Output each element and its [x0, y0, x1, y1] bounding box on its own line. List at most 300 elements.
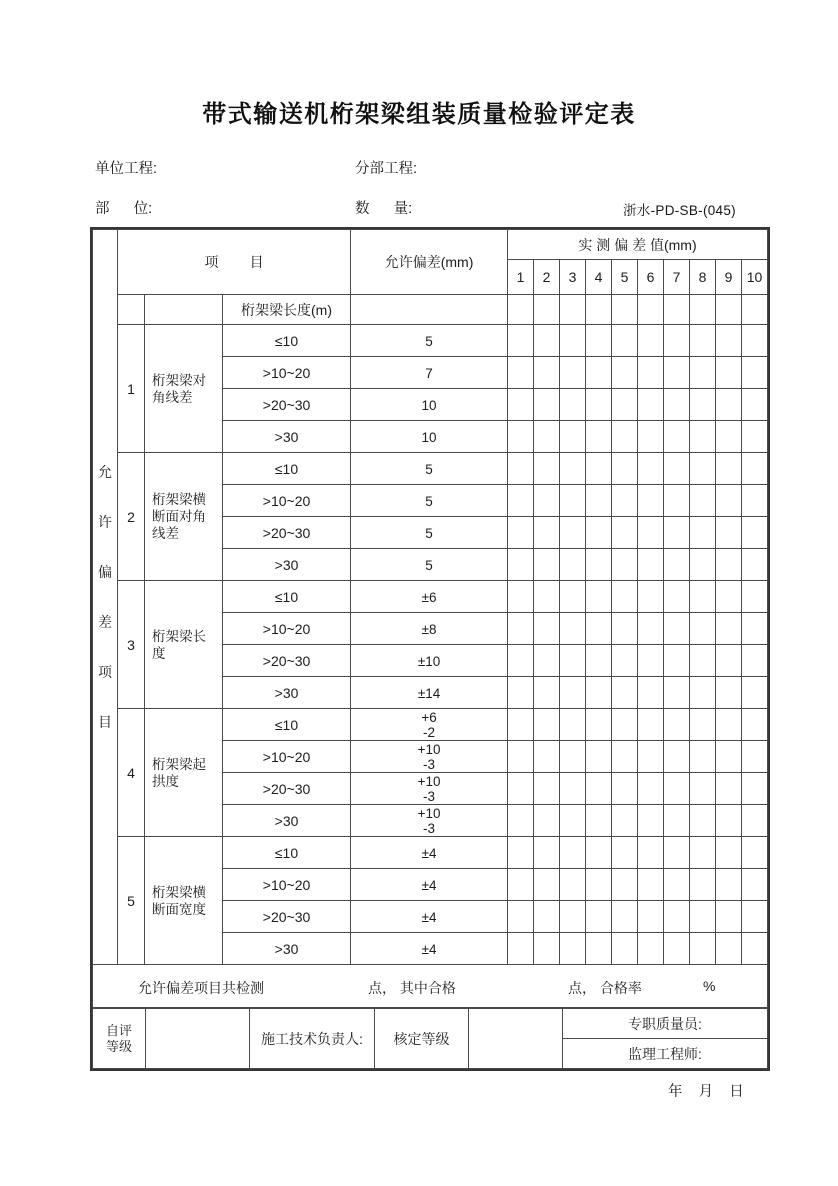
measured-cell [716, 453, 742, 485]
allowed-value-cell: 5 [351, 517, 508, 549]
measured-cell [534, 677, 560, 709]
measured-cell [742, 933, 768, 965]
measured-col-header: 3 [560, 260, 586, 295]
measured-cell [664, 869, 690, 901]
measured-cell [560, 613, 586, 645]
measured-cell [560, 517, 586, 549]
quantity-label: 数 量: [355, 201, 413, 217]
unit-project-label: 单位工程: [95, 161, 158, 177]
part-label: 部 位: [95, 201, 153, 217]
allowed-value-cell: 7 [351, 357, 508, 389]
measured-cell [716, 295, 742, 325]
allowed-value-cell: 5 [351, 325, 508, 357]
measured-cell [742, 357, 768, 389]
measured-cell [586, 613, 612, 645]
measured-cell [638, 549, 664, 581]
measured-cell [586, 837, 612, 869]
measured-cell [508, 933, 534, 965]
inspection-table-frame [90, 227, 770, 1071]
measured-cell [534, 837, 560, 869]
allowed-value-cell: 5 [351, 549, 508, 581]
measured-cell [508, 325, 534, 357]
grade-signature-table [92, 1008, 768, 1069]
measured-cell [742, 677, 768, 709]
allowed-value-cell: ±6 [351, 581, 508, 613]
measured-cell [690, 837, 716, 869]
tech-lead-label: 施工技术负责人: [250, 1009, 375, 1069]
measured-cell [560, 295, 586, 325]
measured-cell [612, 901, 638, 933]
measured-cell [716, 645, 742, 677]
measured-cell [560, 581, 586, 613]
measured-cell [508, 549, 534, 581]
measured-cell [560, 453, 586, 485]
measured-cell [534, 645, 560, 677]
range-cell: >30 [223, 805, 351, 837]
measured-cell [560, 901, 586, 933]
empty-cell [118, 295, 145, 325]
measured-cell [664, 773, 690, 805]
measured-cell [716, 933, 742, 965]
date-line: 年 月 日 [668, 1084, 744, 1100]
measured-cell [560, 709, 586, 741]
measured-cell [664, 295, 690, 325]
measured-cell [716, 517, 742, 549]
measured-cell [560, 421, 586, 453]
measured-col-header: 5 [612, 260, 638, 295]
measured-cell [560, 677, 586, 709]
measured-cell [534, 773, 560, 805]
measured-cell [612, 389, 638, 421]
measured-cell [534, 869, 560, 901]
truss-length-header: 桁架梁长度(m) [223, 295, 351, 325]
measured-cell [664, 933, 690, 965]
measured-cell [534, 901, 560, 933]
measured-cell [612, 325, 638, 357]
measured-col-header: 6 [638, 260, 664, 295]
summary-points-pass-label: 点， 其中合格 [368, 980, 456, 996]
measured-cell [742, 389, 768, 421]
measured-cell [742, 869, 768, 901]
allowed-value-cell: 5 [351, 453, 508, 485]
measured-cell [742, 645, 768, 677]
measured-cell [690, 677, 716, 709]
measured-cell [638, 933, 664, 965]
measured-cell [690, 741, 716, 773]
measured-cell [690, 805, 716, 837]
measured-cell [664, 453, 690, 485]
measured-cell [664, 677, 690, 709]
measured-cell [560, 389, 586, 421]
allowed-value-cell: +6 -2 [351, 709, 508, 741]
measured-cell [716, 869, 742, 901]
measured-cell [560, 741, 586, 773]
item-header: 项 目 [118, 230, 351, 295]
measured-cell [690, 325, 716, 357]
measured-cell [586, 389, 612, 421]
summary-checked-label: 允许偏差项目共检测 [138, 980, 264, 996]
measured-cell [742, 517, 768, 549]
measured-cell [534, 325, 560, 357]
measured-cell [586, 581, 612, 613]
measured-cell [586, 453, 612, 485]
measured-cell [508, 773, 534, 805]
measured-cell [742, 709, 768, 741]
measured-cell [690, 485, 716, 517]
measured-cell [508, 295, 534, 325]
measured-cell [690, 581, 716, 613]
measured-cell [638, 837, 664, 869]
measured-cell [664, 741, 690, 773]
summary-pass-rate-label: 点， 合格率 [568, 980, 642, 996]
measured-cell [508, 709, 534, 741]
measured-cell [586, 677, 612, 709]
measured-cell [664, 389, 690, 421]
measured-cell [560, 485, 586, 517]
measured-col-header: 7 [664, 260, 690, 295]
measured-col-header: 10 [742, 260, 768, 295]
measured-cell [638, 421, 664, 453]
measured-cell [612, 549, 638, 581]
measured-cell [612, 869, 638, 901]
range-cell: >30 [223, 677, 351, 709]
measured-cell [716, 357, 742, 389]
measured-cell [742, 485, 768, 517]
empty-cell [145, 295, 223, 325]
measured-cell [742, 421, 768, 453]
measured-cell [508, 389, 534, 421]
measured-cell [586, 295, 612, 325]
measured-cell [638, 581, 664, 613]
measured-cell [664, 581, 690, 613]
measured-cell [664, 517, 690, 549]
group-name: 桁架梁横断面宽度 [145, 837, 223, 965]
allowed-value-cell: 5 [351, 485, 508, 517]
measured-cell [716, 677, 742, 709]
range-cell: ≤10 [223, 453, 351, 485]
allowed-value-cell: ±4 [351, 933, 508, 965]
measured-cell [508, 581, 534, 613]
allowed-value-cell: 10 [351, 421, 508, 453]
empty-cell [351, 295, 508, 325]
side-label-char: 差 [98, 614, 112, 630]
side-label-allowed-deviation-items [93, 230, 118, 965]
measured-cell [690, 453, 716, 485]
allowed-value-cell: ±4 [351, 837, 508, 869]
measured-cell [638, 805, 664, 837]
measured-cell [716, 389, 742, 421]
measured-cell [716, 901, 742, 933]
measured-cell [534, 485, 560, 517]
measured-cell [690, 773, 716, 805]
measured-cell [560, 645, 586, 677]
measured-cell [534, 709, 560, 741]
measured-cell [690, 933, 716, 965]
measured-cell [612, 837, 638, 869]
group-name: 桁架梁起拱度 [145, 709, 223, 837]
self-grade-value-cell [146, 1009, 250, 1069]
measured-cell [638, 645, 664, 677]
measured-cell [508, 453, 534, 485]
measured-cell [742, 325, 768, 357]
measured-cell [716, 485, 742, 517]
measured-cell [664, 485, 690, 517]
measured-cell [742, 837, 768, 869]
measured-cell [612, 773, 638, 805]
measured-cell [690, 421, 716, 453]
allowed-value-cell: +10 -3 [351, 805, 508, 837]
measured-cell [690, 869, 716, 901]
measured-cell [534, 517, 560, 549]
range-cell: >20~30 [223, 389, 351, 421]
allowed-value-cell: ±4 [351, 901, 508, 933]
measured-cell [560, 837, 586, 869]
measured-deviation-header: 实 测 偏 差 值(mm) [508, 230, 768, 260]
measured-cell [586, 325, 612, 357]
measured-cell [638, 325, 664, 357]
measured-cell [742, 295, 768, 325]
measured-cell [690, 709, 716, 741]
measured-cell [612, 741, 638, 773]
range-cell: >30 [223, 549, 351, 581]
measured-cell [690, 901, 716, 933]
quality-officer-label: 专职质量员: [563, 1009, 768, 1039]
range-cell: >10~20 [223, 741, 351, 773]
measured-cell [534, 295, 560, 325]
group-number: 2 [118, 453, 145, 581]
verify-grade-label: 核定等级 [375, 1009, 469, 1069]
measured-cell [716, 773, 742, 805]
group-number: 1 [118, 325, 145, 453]
range-cell: ≤10 [223, 837, 351, 869]
range-cell: ≤10 [223, 581, 351, 613]
allowed-value-cell: ±10 [351, 645, 508, 677]
measured-cell [586, 869, 612, 901]
measured-cell [586, 805, 612, 837]
measured-cell [716, 421, 742, 453]
measured-cell [716, 581, 742, 613]
measured-cell [508, 677, 534, 709]
allowed-value-cell: ±14 [351, 677, 508, 709]
measured-cell [586, 421, 612, 453]
measured-cell [664, 837, 690, 869]
measured-cell [742, 581, 768, 613]
measured-cell [586, 517, 612, 549]
group-name: 桁架梁横断面对角线差 [145, 453, 223, 581]
measured-cell [638, 485, 664, 517]
measured-cell [612, 709, 638, 741]
measured-cell [690, 613, 716, 645]
side-label-char: 项 [98, 664, 112, 680]
inspection-table [92, 229, 768, 1008]
measured-cell [586, 357, 612, 389]
allowed-value-cell: +10 -3 [351, 741, 508, 773]
measured-cell [690, 645, 716, 677]
measured-col-header: 8 [690, 260, 716, 295]
measured-cell [664, 901, 690, 933]
group-name: 桁架梁对角线差 [145, 325, 223, 453]
measured-col-header: 1 [508, 260, 534, 295]
measured-cell [612, 421, 638, 453]
range-cell: ≤10 [223, 709, 351, 741]
measured-cell [508, 645, 534, 677]
measured-cell [586, 709, 612, 741]
measured-cell [534, 421, 560, 453]
measured-cell [638, 741, 664, 773]
side-label-char: 许 [98, 514, 112, 530]
allowed-deviation-header: 允许偏差(mm) [351, 230, 508, 295]
measured-cell [716, 325, 742, 357]
measured-cell [586, 485, 612, 517]
measured-cell [638, 295, 664, 325]
range-cell: >20~30 [223, 645, 351, 677]
allowed-value-cell: 10 [351, 389, 508, 421]
range-cell: >10~20 [223, 869, 351, 901]
allowed-value-cell: +10 -3 [351, 773, 508, 805]
measured-cell [534, 805, 560, 837]
measured-cell [534, 357, 560, 389]
side-label-char: 偏 [98, 564, 112, 580]
page-title: 带式输送机桁架梁组装质量检验评定表 [202, 101, 636, 128]
measured-cell [534, 933, 560, 965]
measured-cell [586, 645, 612, 677]
measured-cell [690, 295, 716, 325]
measured-cell [560, 869, 586, 901]
measured-cell [716, 613, 742, 645]
side-label-char: 目 [98, 714, 112, 730]
measured-cell [534, 549, 560, 581]
measured-cell [508, 837, 534, 869]
measured-cell [690, 357, 716, 389]
measured-cell [586, 901, 612, 933]
measured-cell [638, 389, 664, 421]
measured-cell [586, 933, 612, 965]
measured-cell [664, 613, 690, 645]
measured-cell [612, 805, 638, 837]
measured-cell [612, 357, 638, 389]
measured-cell [586, 773, 612, 805]
measured-cell [534, 581, 560, 613]
range-cell: >30 [223, 421, 351, 453]
summary-row [93, 965, 768, 1008]
measured-cell [560, 805, 586, 837]
measured-cell [716, 741, 742, 773]
measured-cell [534, 389, 560, 421]
measured-cell [560, 773, 586, 805]
measured-cell [742, 901, 768, 933]
measured-cell [508, 517, 534, 549]
range-cell: >10~20 [223, 485, 351, 517]
range-cell: >30 [223, 933, 351, 965]
measured-cell [508, 613, 534, 645]
measured-cell [612, 933, 638, 965]
measured-cell [664, 645, 690, 677]
measured-cell [638, 773, 664, 805]
allowed-value-cell: ±4 [351, 869, 508, 901]
measured-cell [664, 421, 690, 453]
measured-cell [560, 933, 586, 965]
measured-cell [638, 613, 664, 645]
range-cell: >10~20 [223, 357, 351, 389]
measured-cell [716, 805, 742, 837]
measured-col-header: 9 [716, 260, 742, 295]
measured-cell [612, 581, 638, 613]
measured-cell [508, 485, 534, 517]
measured-cell [716, 549, 742, 581]
group-number: 3 [118, 581, 145, 709]
measured-cell [690, 549, 716, 581]
measured-cell [742, 453, 768, 485]
measured-cell [664, 805, 690, 837]
measured-cell [612, 677, 638, 709]
self-grade-label: 自评等级 [93, 1009, 146, 1069]
measured-cell [612, 517, 638, 549]
allowed-value-cell: ±8 [351, 613, 508, 645]
measured-cell [560, 325, 586, 357]
measured-cell [508, 741, 534, 773]
measured-cell [534, 453, 560, 485]
verify-grade-value-cell [469, 1009, 563, 1069]
measured-cell [716, 709, 742, 741]
measured-cell [612, 453, 638, 485]
measured-cell [664, 709, 690, 741]
form-code: 浙水-PD-SB-(045) [623, 203, 736, 218]
measured-cell [586, 549, 612, 581]
measured-cell [612, 485, 638, 517]
range-cell: >20~30 [223, 517, 351, 549]
group-name: 桁架梁长度 [145, 581, 223, 709]
measured-cell [716, 837, 742, 869]
measured-cell [560, 549, 586, 581]
range-cell: >20~30 [223, 901, 351, 933]
measured-cell [508, 869, 534, 901]
measured-cell [742, 613, 768, 645]
measured-cell [690, 517, 716, 549]
range-cell: ≤10 [223, 325, 351, 357]
measured-cell [534, 613, 560, 645]
measured-cell [742, 805, 768, 837]
measured-cell [586, 741, 612, 773]
group-number: 4 [118, 709, 145, 837]
measured-cell [664, 357, 690, 389]
summary-percent-sign: % [703, 978, 716, 994]
measured-cell [508, 421, 534, 453]
supervision-engineer-label: 监理工程师: [563, 1039, 768, 1069]
measured-cell [612, 645, 638, 677]
measured-cell [612, 295, 638, 325]
measured-cell [664, 549, 690, 581]
measured-cell [638, 677, 664, 709]
measured-cell [638, 901, 664, 933]
measured-cell [638, 869, 664, 901]
measured-cell [638, 357, 664, 389]
measured-cell [534, 741, 560, 773]
measured-cell [560, 357, 586, 389]
measured-cell [508, 357, 534, 389]
measured-cell [742, 549, 768, 581]
side-label-char: 允 [98, 464, 112, 480]
measured-cell [508, 901, 534, 933]
measured-cell [508, 805, 534, 837]
range-cell: >20~30 [223, 773, 351, 805]
measured-col-header: 4 [586, 260, 612, 295]
group-number: 5 [118, 837, 145, 965]
measured-cell [742, 741, 768, 773]
range-cell: >10~20 [223, 613, 351, 645]
division-project-label: 分部工程: [355, 161, 418, 177]
measured-cell [612, 613, 638, 645]
measured-cell [638, 453, 664, 485]
